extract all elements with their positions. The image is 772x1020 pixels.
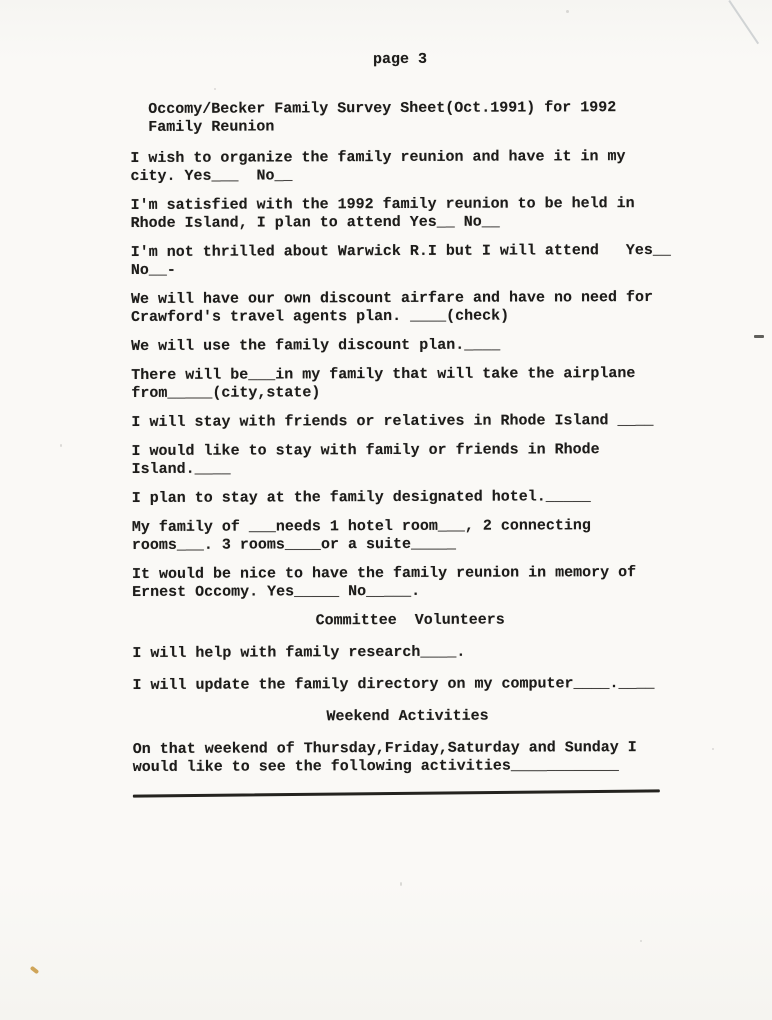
text-line: I wish to organize the family reunion and have it in my: [130, 148, 626, 167]
heading-text: Committee Volunteers: [315, 611, 505, 630]
write-in-rule: [133, 789, 660, 797]
survey-item-organize-reunion: [130, 148, 670, 186]
text-line: I'm satisfied with the 1992 family reunion to be held in: [130, 195, 635, 214]
text-line: We will use the family discount plan.____: [131, 336, 501, 355]
scan-speck: [566, 10, 569, 13]
text-line: My family of ___needs 1 hotel room___, 2 connecting: [131, 517, 591, 536]
text-line: city. Yes___ No__: [130, 167, 293, 185]
text-line: There will be___in my family that will take the airplane: [131, 365, 636, 384]
page-number: [130, 50, 670, 70]
scan-speck: [400, 882, 402, 886]
survey-item-designated-hotel: [132, 488, 672, 508]
text-line: On that weekend of Thursday,Friday,Saturday and Sunday I: [132, 739, 637, 758]
text-line: Rhode Island, I plan to attend Yes__ No__: [130, 213, 500, 232]
text-line: from_____(city,state): [131, 384, 321, 402]
section-heading-committee-volunteers: [132, 611, 672, 631]
page-number-label: page 3: [372, 50, 428, 69]
text-line: I would like to stay with family or friends in Rhode: [131, 441, 600, 460]
text-line: would like to see the following activities____________: [132, 757, 619, 776]
text-line: No__-: [130, 261, 176, 279]
scanned-survey-page: [130, 50, 673, 796]
text-line: I will stay with friends or relatives in Rhode Island ____: [131, 411, 654, 431]
survey-item-stay-friends-relatives: [131, 412, 671, 432]
document-title: [148, 99, 670, 137]
survey-item-not-thrilled-warwick: [131, 242, 671, 280]
survey-item-weekend-activities: [133, 736, 673, 777]
survey-item-hotel-rooms: [132, 517, 672, 555]
scan-corner-crease: [728, 0, 759, 44]
survey-item-memory-ernest-occomy: [132, 564, 672, 602]
scan-speck-orange: [30, 966, 40, 975]
survey-item-family-discount-plan: [131, 336, 671, 356]
survey-item-airplane-count: [131, 365, 671, 403]
text-line: It would be nice to have the family reunion in memory of: [131, 564, 637, 583]
text-line: I'm not thrilled about Warwick R.I but I will attend Yes__: [130, 241, 671, 261]
text-line: I will help with family research____.: [132, 643, 466, 662]
section-heading-weekend-activities: [133, 704, 673, 727]
survey-item-own-discount-airfare: [131, 289, 671, 327]
survey-item-family-research: [132, 640, 672, 663]
heading-text: Weekend Activities: [326, 707, 489, 726]
survey-item-update-directory: [132, 672, 672, 695]
survey-item-satisfied-1992: [131, 195, 671, 233]
text-line: Crawford's travel agents plan. ____(check): [130, 307, 510, 326]
text-line: rooms___. 3 rooms____or a suite_____: [131, 535, 456, 554]
text-line: I will update the family directory on my computer____.____: [132, 674, 655, 694]
survey-item-like-stay-family: [132, 441, 672, 479]
scan-speck: [640, 940, 642, 942]
title-line: Family Reunion: [148, 118, 275, 136]
scan-speck: [712, 748, 714, 750]
text-line: We will have our own discount airfare and have no need for: [130, 288, 654, 308]
title-line: Occomy/Becker Family Survey Sheet(Oct.1991) for 1992: [148, 99, 617, 118]
text-line: Island.____: [131, 460, 231, 478]
text-line: Ernest Occomy. Yes_____ No_____.: [132, 582, 421, 601]
scan-edge-dash: [754, 335, 764, 338]
scan-speck: [60, 444, 62, 447]
text-line: I plan to stay at the family designated hotel._____: [131, 488, 591, 507]
